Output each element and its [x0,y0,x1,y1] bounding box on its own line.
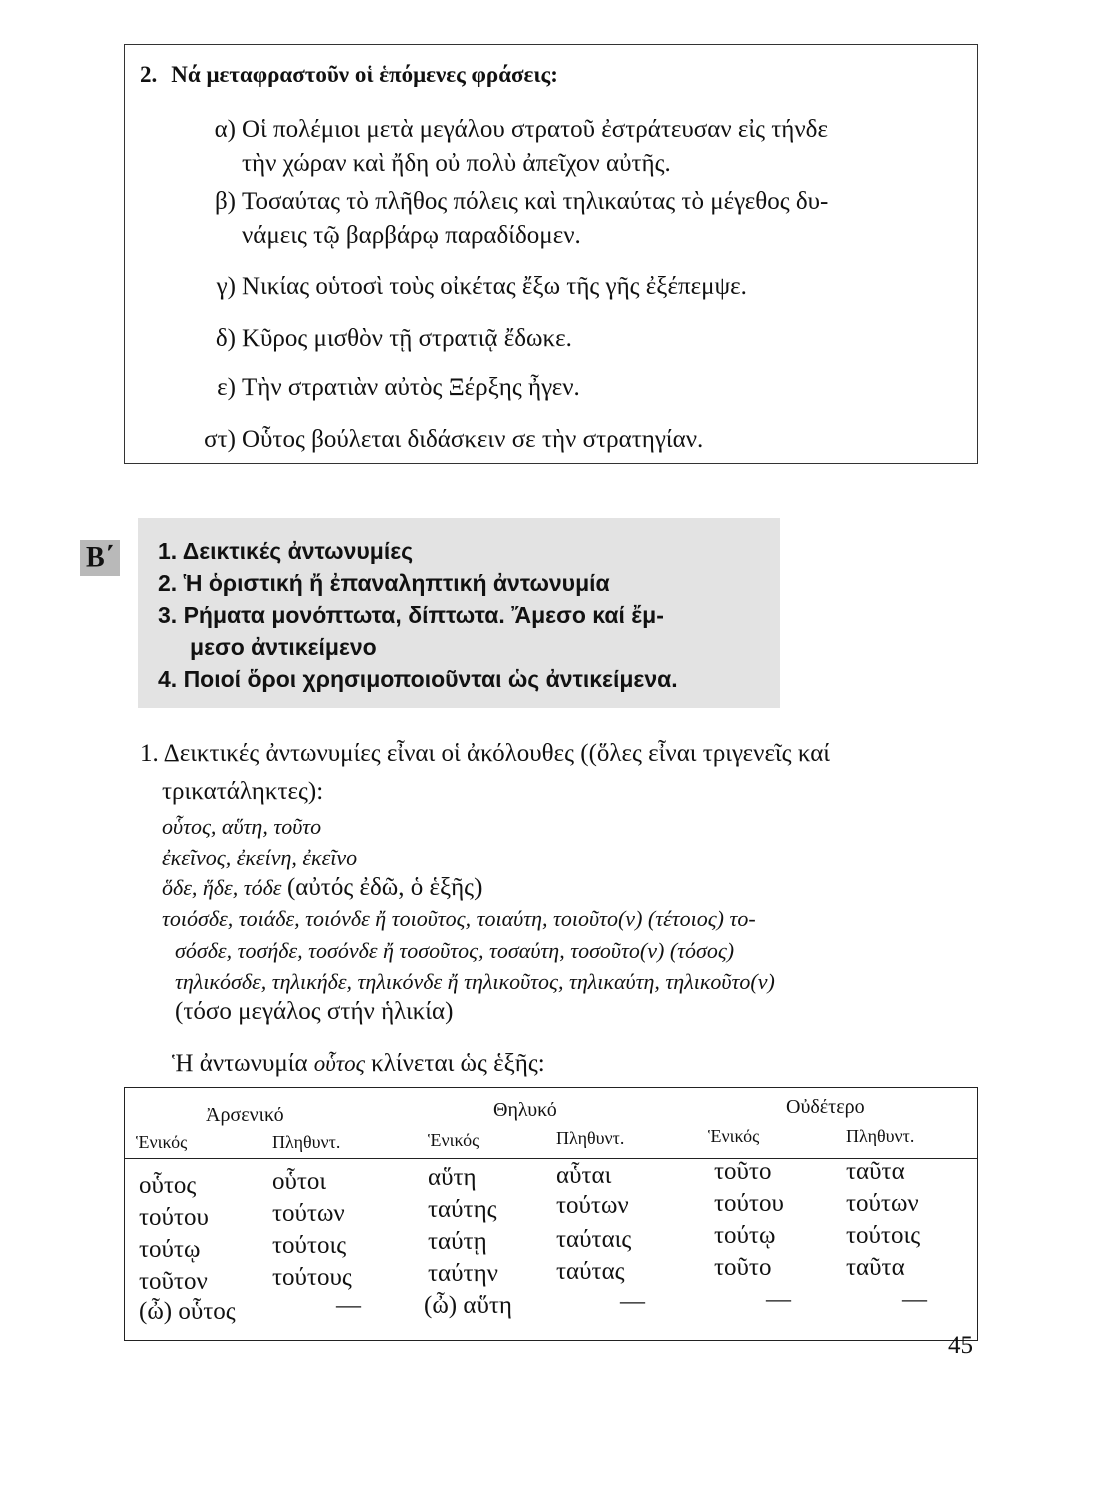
exercise-heading: Νά μεταφραστοῦν οἱ ἑπόμενες φράσεις: [171,62,558,87]
table-cell: ταύτην [428,1260,498,1287]
table-cell: ταῦτα [846,1254,905,1281]
exercise-number: 2. [140,62,158,87]
table-cell: οὗτοι [272,1168,327,1195]
declension-intro [172,1050,545,1078]
form-outos: οὗτος, αὕτη, τοῦτο [162,814,322,839]
item-label-c: γ) [216,273,236,300]
item-st-line1: Οὗτος βούλεται διδάσκειν σε τὴν στρατηγίαν. [242,426,704,453]
table-cell: τούτων [846,1190,919,1217]
topic-3: 3. Ρήματα μονόπτωτα, δίπτωτα. Ἄμεσο καί ἔμ- [158,602,664,628]
table-cell: τούτῳ [139,1236,201,1263]
table-cell: — [336,1292,361,1319]
table-cell: ταύτῃ [428,1228,487,1255]
table-cell: τούτου [714,1190,784,1217]
item-a-line2: τὴν χώραν καὶ ἤδη οὐ πολὺ ἀπεῖχον αὐτῆς. [242,150,671,177]
item-d-line1: Κῦρος μισθὸν τῇ στρατιᾷ ἔδωκε. [242,325,572,352]
table-cell: τούτοις [272,1232,347,1259]
item-label-a: α) [214,116,236,143]
table-cell: οὗτος [139,1172,197,1199]
table-cell: (ὦ) αὕτη [424,1292,512,1319]
number-header-1: Ἑνικός [136,1132,188,1152]
item-e-line1: Τὴν στρατιὰν αὐτὸς Ξέρξης ἦγεν. [242,374,580,401]
table-cell: τούτου [139,1204,209,1231]
exercise-title [140,62,558,88]
form-hode-note: (αὐτός ἐδῶ, ὁ ἑξῆς) [286,874,483,901]
table-cell: (ὦ) οὗτος [139,1298,236,1325]
item-b-line2: νάμεις τῷ βαρβάρῳ παραδίδομεν. [242,222,581,249]
table-cell: τούτοις [846,1222,921,1249]
table-cell: τοῦτο [714,1158,772,1185]
topic-2: 2. Ἡ ὁριστική ἤ ἐπαναληπτική ἀντωνυμία [158,570,610,596]
gender-neuter: Οὐδέτερο [786,1096,865,1118]
number-header-3: Ἑνικός [428,1130,480,1150]
table-cell: αὗται [556,1162,612,1189]
declension-intro-post: κλίνεται ὡς ἑξῆς: [371,1050,545,1077]
form-tososde: σόσδε, τοσήδε, τοσόνδε ἤ τοσοῦτος, τοσαύτη, τοσοῦτο(ν) (τόσος) [175,938,735,963]
table-cell: τούτους [272,1264,352,1291]
form-hode [162,874,482,902]
form-telikosde-note: (τόσο μεγάλος στήν ἡλικία) [175,998,454,1025]
declension-intro-word: οὗτος [313,1051,365,1076]
topic-4: 4. Ποιοί ὅροι χρησιμοποιοῦνται ὡς ἀντικείμενα. [158,666,678,692]
table-cell: τοῦτον [139,1268,208,1295]
section-badge: Β΄ [80,540,120,576]
table-cell: τούτων [556,1192,629,1219]
page-number: 45 [948,1332,973,1359]
table-cell: ταύτας [556,1258,625,1285]
intro-line-1: 1. Δεικτικές ἀντωνυμίες εἶναι οἱ ἀκόλουθες ((ὅλες εἶναι τριγενεῖς καί [140,740,831,767]
intro-line-2: τρικατάληκτες): [162,778,324,805]
number-header-6: Πληθυντ. [846,1126,915,1146]
item-c-line1: Νικίας οὑτοσὶ τοὺς οἰκέτας ἔξω τῆς γῆς ἐξέπεμψε. [242,273,747,300]
table-cell: ταύταις [556,1226,632,1253]
form-toiosde: τοιόσδε, τοιάδε, τοιόνδε ἤ τοιοῦτος, τοιαύτη, τοιοῦτο(ν) (τέτοιος) το- [162,906,756,931]
number-header-5: Ἑνικός [708,1126,760,1146]
table-cell: — [766,1286,791,1313]
table-cell: — [902,1286,927,1313]
table-cell: τούτῳ [714,1222,776,1249]
number-header-2: Πληθυντ. [272,1132,341,1152]
item-b-line1: Τοσαύτας τὸ πλῆθος πόλεις καὶ τηλικαύτας τὸ μέγεθος δυ- [242,188,829,215]
table-cell: τοῦτο [714,1254,772,1281]
table-cell: ταύτης [428,1196,497,1223]
topic-1: 1. Δεικτικές ἀντωνυμίες [158,538,414,564]
item-label-st: στ) [204,426,236,453]
item-label-e: ε) [217,374,236,401]
form-ekeinos: ἐκεῖνος, ἐκείνη, ἐκεῖνο [162,845,358,870]
table-cell: τούτων [272,1200,345,1227]
table-cell: — [620,1288,645,1315]
declension-intro-pre: Ἡ ἀντωνυμία [172,1050,308,1077]
item-label-d: δ) [215,325,236,352]
topic-3-cont: μεσο ἀντικείμενο [190,634,377,660]
table-cell: ταῦτα [846,1158,905,1185]
table-cell: αὕτη [428,1164,477,1191]
item-label-b: β) [214,188,236,215]
number-header-4: Πληθυντ. [556,1128,625,1148]
form-hode-words: ὅδε, ἥδε, τόδε [162,875,282,900]
gender-masculine: Ἀρσενικό [206,1104,284,1126]
form-telikosde: τηλικόσδε, τηλικήδε, τηλικόνδε ἤ τηλικοῦτος, τηλικαύτη, τηλικοῦτο(ν) [175,969,775,994]
item-a-line1: Οἱ πολέμιοι μετὰ μεγάλου στρατοῦ ἐστράτευσαν εἰς τήνδε [242,116,828,143]
gender-feminine: Θηλυκό [493,1099,557,1121]
